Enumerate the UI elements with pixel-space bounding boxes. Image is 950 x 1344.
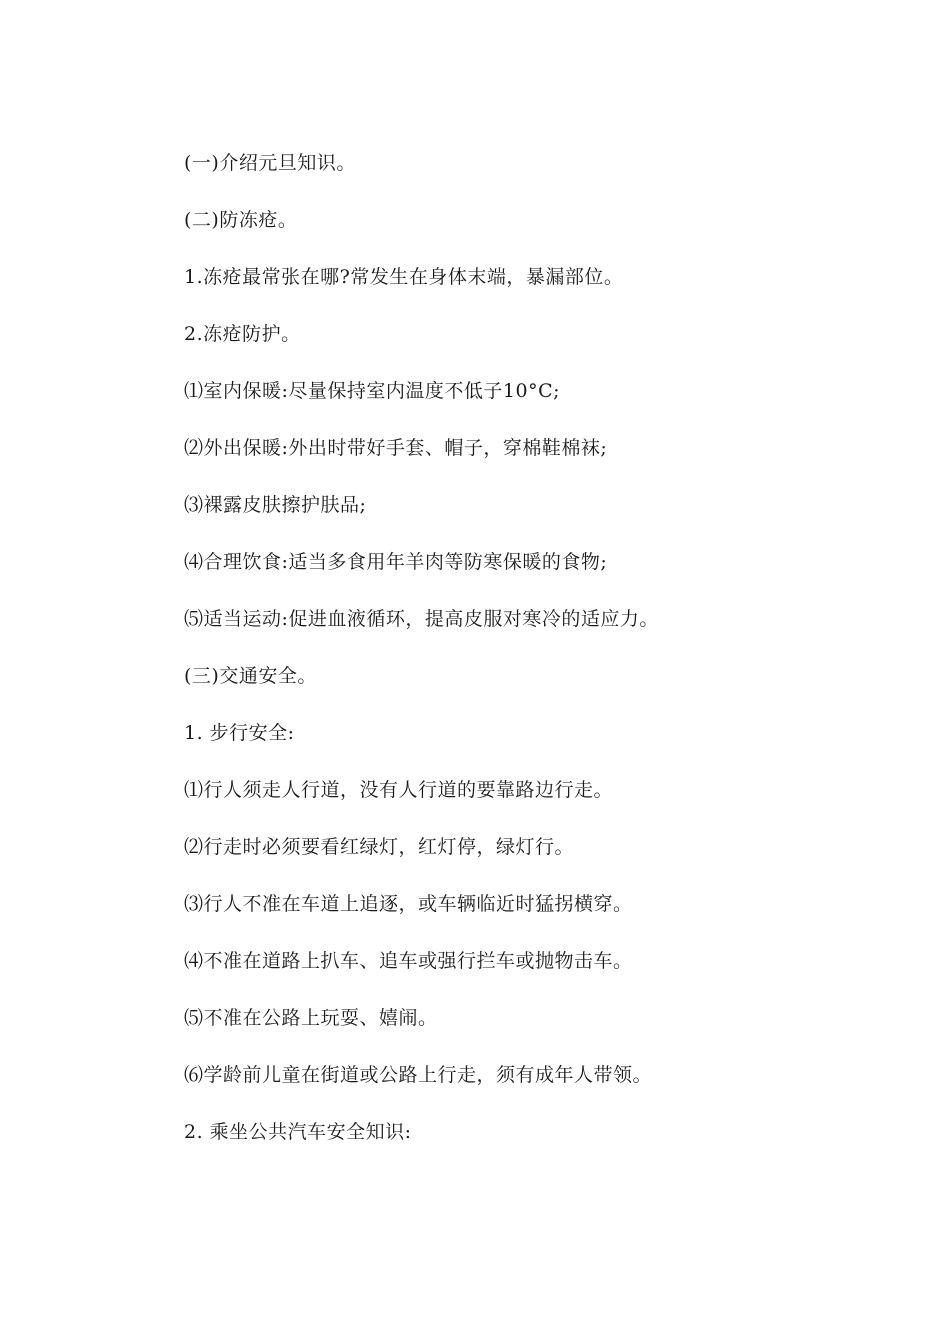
paragraph-line: 2. 乘坐公共汽车安全知识: [184,1121,412,1143]
paragraph-line: 1. 步行安全: [184,722,295,744]
section-heading-3: (三)交通安全。 [184,665,317,687]
list-item: ⑵行走时必须要看红绿灯，红灯停，绿灯行。 [184,836,575,858]
section-heading-2: (二)防冻疮。 [184,209,298,231]
list-item: ⑵外出保暖:外出时带好手套、帽子，穿棉鞋棉袜; [184,437,608,459]
list-item: ⑴行人须走人行道，没有人行道的要靠路边行走。 [184,779,614,801]
list-item: ⑸不准在公路上玩耍、嬉闹。 [184,1007,438,1029]
list-item: ⑶裸露皮肤擦护肤品; [184,494,367,516]
section-heading-1: (一)介绍元旦知识。 [184,152,356,174]
list-item: ⑹学龄前儿童在街道或公路上行走，须有成年人带领。 [184,1064,653,1086]
list-item: ⑷合理饮食:适当多食用年羊肉等防寒保暖的食物; [184,551,608,573]
list-item: ⑴室内保暖:尽量保持室内温度不低子10°C; [184,380,561,402]
paragraph-line: 1.冻疮最常张在哪?常发生在身体末端，暴漏部位。 [184,266,624,288]
list-item: ⑸适当运动:促进血液循环，提高皮服对寒冷的适应力。 [184,608,659,630]
paragraph-line: 2.冻疮防护。 [184,323,301,345]
list-item: ⑶行人不准在车道上追逐，或车辆临近时猛拐横穿。 [184,893,633,915]
list-item: ⑷不准在道路上扒车、追车或强行拦车或抛物击车。 [184,950,633,972]
